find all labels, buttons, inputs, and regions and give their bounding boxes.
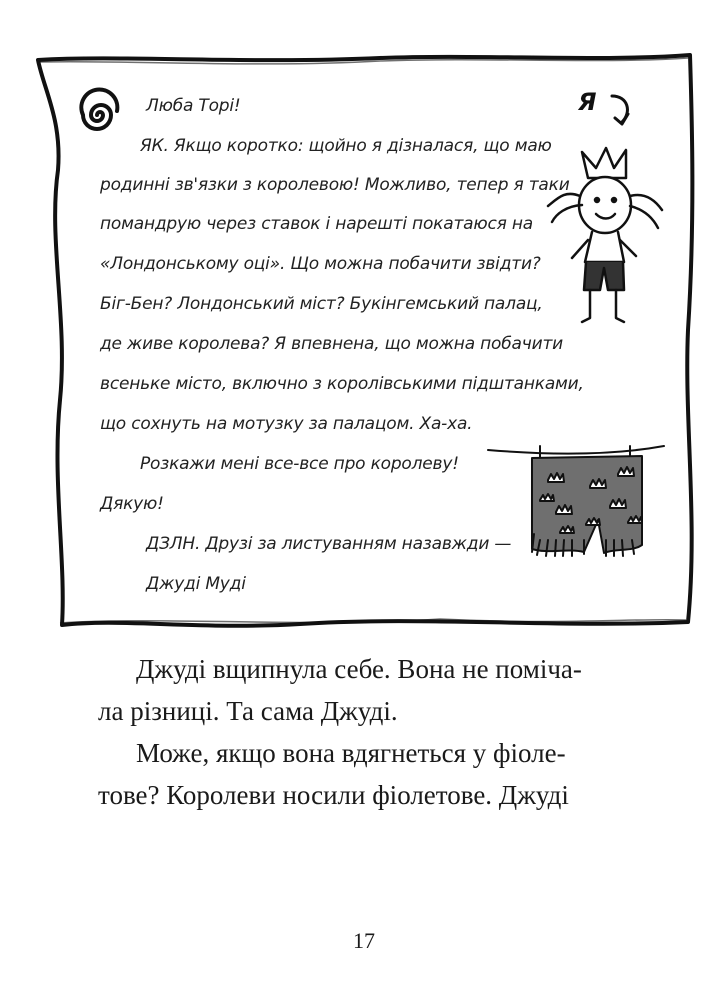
letter-line: родинні зв'язки з королевою! Можливо, тепер я таки (100, 175, 570, 195)
letter-line: помандрую через ставок і нарешті покатаюся на (100, 214, 533, 234)
letter-thanks: Дякую! (100, 494, 164, 514)
body-line: Джуді вщипнула себе. Вона не поміча- (136, 654, 582, 684)
letter-line: «Лондонському оці». Що можна побачити звідти? (100, 254, 541, 274)
letter-line: всеньке місто, включно з королівськими підштанками, (100, 374, 584, 394)
letter-line: Розкажи мені все-все про королеву! (140, 454, 459, 474)
letter-line: що сохнуть на мотузку за палацом. Ха-ха. (100, 414, 473, 434)
letter-greeting: Люба Торі! (146, 96, 241, 116)
body-line: тове? Королеви носили фіолетове. Джуді (98, 780, 569, 810)
letter-line: Біг-Бен? Лондонський міст? Букінгемський палац, (100, 294, 543, 314)
body-line: Може, якщо вона вдягнеться у фіоле- (136, 738, 566, 768)
letter-signature: Джуді Муді (146, 574, 246, 594)
body-line: ла різниці. Та сама Джуді. (98, 696, 398, 726)
letter-line: де живе королева? Я впевнена, що можна побачити (100, 334, 564, 354)
letter-postscript: ДЗЛН. Друзі за листуванням назавжди — (146, 534, 512, 554)
page-number: 17 (353, 928, 375, 953)
me-label: Я (578, 88, 597, 116)
letter-line: ЯК. Якщо коротко: щойно я дізналася, що маю (140, 136, 552, 156)
